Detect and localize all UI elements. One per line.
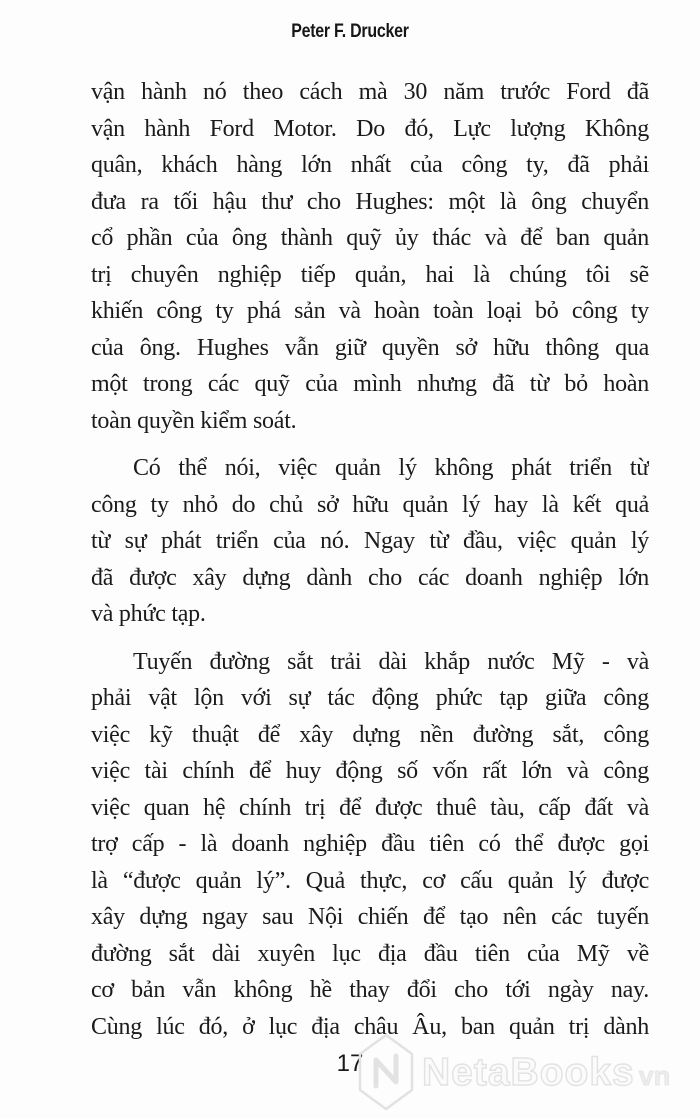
text-line: xây dựng ngay sau Nội chiến để tạo nên các tuyến [91, 904, 649, 930]
text-line: cổ phần của ông thành quỹ ủy thác và để ban quản [91, 225, 649, 251]
text-line: của ông. Hughes vẫn giữ quyền sở hữu thông qua [91, 334, 649, 361]
watermark-brand: NetaBooks [422, 1050, 635, 1094]
text-line: khiến công ty phá sản và hoàn toàn loại bỏ công ty [91, 298, 649, 324]
watermark [358, 1032, 670, 1112]
text-line: đường sắt dài xuyên lục địa đầu tiên của Mỹ về [91, 940, 649, 967]
body-text [91, 74, 649, 1045]
text-line: từ sự phát triển của nó. Ngay từ đầu, việc quản lý [91, 528, 649, 554]
watermark-tld: vn [638, 1060, 671, 1091]
hexagon-n-icon [358, 1033, 414, 1111]
text-line: vận hành Ford Motor. Do đó, Lực lượng Không [91, 115, 649, 142]
text-line: việc kỹ thuật để xây dựng nền đường sắt, công [91, 721, 649, 748]
text-line: phải vật lộn với sự tác động phức tạp giữa công [91, 685, 649, 711]
text-line: Tuyến đường sắt trải dài khắp nước Mỹ - và [133, 648, 649, 675]
running-header [0, 21, 700, 43]
text-line: trợ cấp - là doanh nghiệp đầu tiên có thể được gọi [91, 831, 649, 857]
text-line: quân, khách hàng lớn nhất của công ty, đã phải [91, 152, 649, 178]
paragraph [91, 450, 649, 633]
running-header-text: Peter F. Drucker [291, 21, 409, 42]
text-line: cơ bản vẫn không hề thay đổi cho tới ngày nay. [91, 977, 649, 1003]
paragraph [91, 644, 649, 1046]
text-line: đã được xây dựng dành cho các doanh nghiệp lớn [91, 564, 649, 591]
text-line: Có thể nói, việc quản lý không phát triển từ [133, 455, 649, 481]
text-line: vận hành nó theo cách mà 30 năm trước Ford đã [91, 79, 649, 105]
text-line: đưa ra tối hậu thư cho Hughes: một là ông chuyển [91, 188, 649, 215]
paragraph [91, 74, 649, 439]
text-line: là “được quản lý”. Quả thực, cơ cấu quản lý được [91, 867, 649, 894]
text-line: Cùng lúc đó, ở lục địa châu Âu, ban quản trị dành [91, 1013, 649, 1040]
text-line: và phức tạp. [91, 601, 206, 627]
page-number: 17 [336, 1050, 364, 1077]
text-line: việc tài chính để huy động số vốn rất lớn và công [91, 758, 649, 784]
text-line: việc quan hệ chính trị để được thuê tàu, cấp đất và [91, 794, 649, 821]
text-line: công ty nhỏ do chủ sở hữu quản lý hay là kết quả [91, 491, 649, 518]
text-line: toàn quyền kiểm soát. [91, 407, 297, 434]
text-line: một trong các quỹ của mình nhưng đã từ bỏ hoàn [91, 371, 649, 397]
text-line: trị chuyên nghiệp tiếp quản, hai là chúng tôi sẽ [91, 261, 649, 288]
